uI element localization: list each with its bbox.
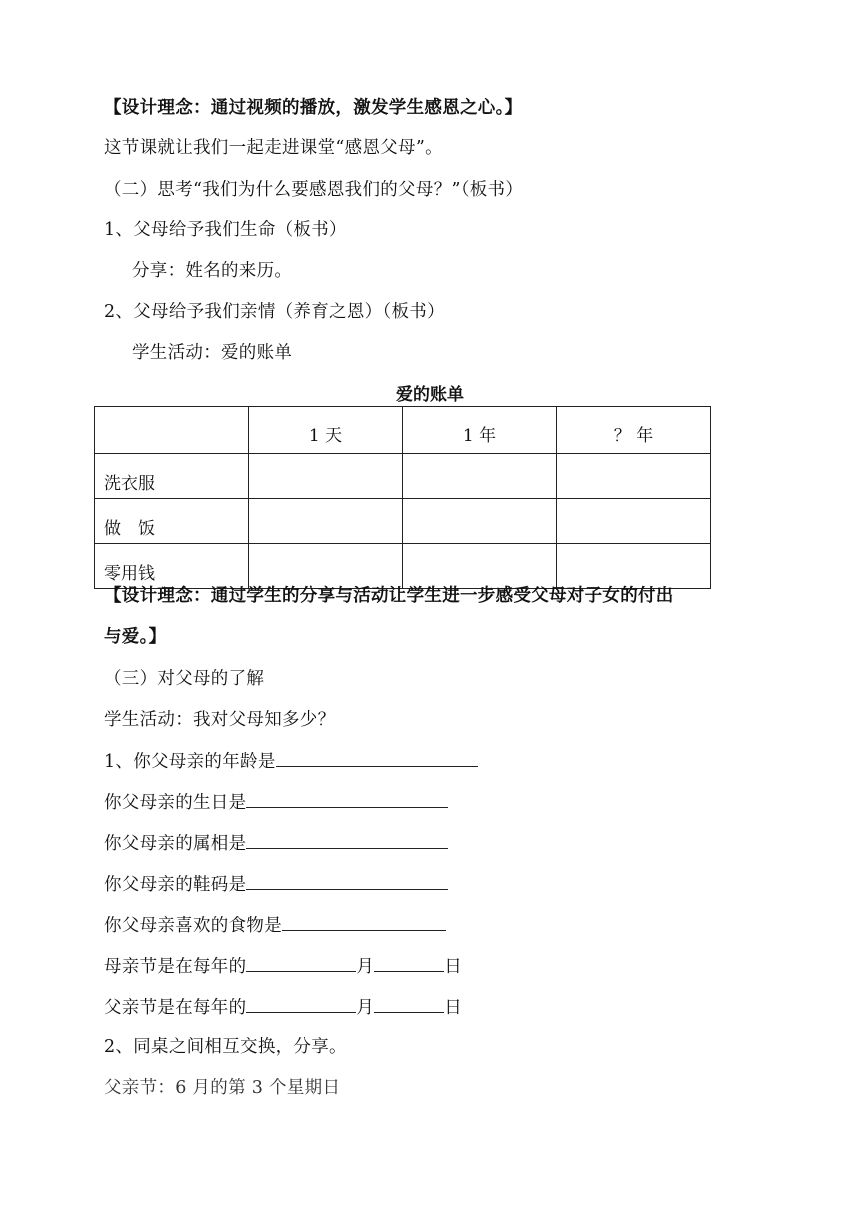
answer-blank-zodiac[interactable] (246, 830, 448, 849)
question-fathers-day-label: 父亲节是在每年的 (104, 998, 247, 1018)
question-mothers-day (104, 953, 462, 979)
question-zodiac-label: 你父母亲的属相是 (104, 834, 247, 854)
day-label: 日 (444, 957, 463, 977)
exchange-instruction: 2、同桌之间相互交换，分享。 (104, 1037, 347, 1057)
header-cell-empty (95, 407, 249, 454)
answer-blank-favorite-food[interactable] (282, 912, 446, 931)
table-cell[interactable] (557, 454, 711, 499)
answer-blank-mothers-day-month[interactable] (246, 953, 356, 972)
answer-blank-birthday[interactable] (246, 789, 448, 808)
answer-blank-shoe-size[interactable] (246, 871, 448, 890)
table-cell[interactable] (403, 544, 557, 589)
row-label-pocket-money: 零用钱 (95, 544, 249, 589)
point-2: 2、父母给予我们亲情（养育之恩）（板书） (104, 302, 445, 322)
question-shoe-size (104, 871, 448, 897)
question-zodiac (104, 830, 448, 856)
row-label-laundry: 洗衣服 (95, 454, 249, 499)
table-cell[interactable] (403, 499, 557, 544)
table-cell[interactable] (557, 544, 711, 589)
section-2-title: （二）思考“我们为什么要感恩我们的父母？”（板书） (104, 180, 524, 200)
design-note-2-line-2: 与爱。】 (104, 627, 167, 647)
question-birthday (104, 789, 448, 815)
table-title: 爱的账单 (396, 385, 464, 405)
design-note-1: 【设计理念：通过视频的播放，激发学生感恩之心。】 (104, 98, 523, 118)
design-note-2-line-1: 【设计理念：通过学生的分享与活动让学生进一步感受父母对子女的付出 (104, 586, 674, 606)
activity-know-parents: 学生活动：我对父母知多少？ (104, 710, 336, 730)
header-cell-unknown-years: ？ 年 (557, 407, 711, 454)
row-label-cooking: 做 饭 (95, 499, 249, 544)
month-label: 月 (356, 998, 375, 1018)
question-favorite-food (104, 912, 446, 938)
intro-text: 这节课就让我们一起走进课堂“感恩父母”。 (104, 138, 443, 158)
table-cell[interactable] (249, 544, 403, 589)
table-cell[interactable] (403, 454, 557, 499)
section-3-title: （三）对父母的了解 (104, 669, 265, 689)
header-cell-1-year: 1 年 (403, 407, 557, 454)
table-row (95, 454, 711, 499)
question-birthday-label: 你父母亲的生日是 (104, 793, 247, 813)
activity-love-bill: 学生活动：爱的账单 (132, 343, 293, 363)
fathers-day-fact: 父亲节：6 月的第 3 个星期日 (104, 1078, 341, 1098)
table-header-row (95, 407, 711, 454)
answer-blank-fathers-day-month[interactable] (246, 994, 356, 1013)
table-row (95, 544, 711, 589)
point-1: 1、父母给予我们生命（板书） (104, 220, 347, 240)
question-fathers-day (104, 994, 462, 1020)
question-age-label: 1、你父母亲的年龄是 (104, 752, 276, 772)
day-label: 日 (444, 998, 463, 1018)
question-age (104, 748, 478, 774)
header-cell-1-day: 1 天 (249, 407, 403, 454)
table-cell[interactable] (249, 454, 403, 499)
love-bill-table (94, 406, 711, 589)
question-mothers-day-label: 母亲节是在每年的 (104, 957, 247, 977)
answer-blank-mothers-day-day[interactable] (374, 953, 444, 972)
table-cell[interactable] (557, 499, 711, 544)
share-text: 分享：姓名的来历。 (132, 261, 293, 281)
table-cell[interactable] (249, 499, 403, 544)
answer-blank-fathers-day-day[interactable] (374, 994, 444, 1013)
question-shoe-size-label: 你父母亲的鞋码是 (104, 875, 247, 895)
table-row (95, 499, 711, 544)
answer-blank-age[interactable] (276, 748, 478, 767)
month-label: 月 (356, 957, 375, 977)
question-favorite-food-label: 你父母亲喜欢的食物是 (104, 916, 282, 936)
